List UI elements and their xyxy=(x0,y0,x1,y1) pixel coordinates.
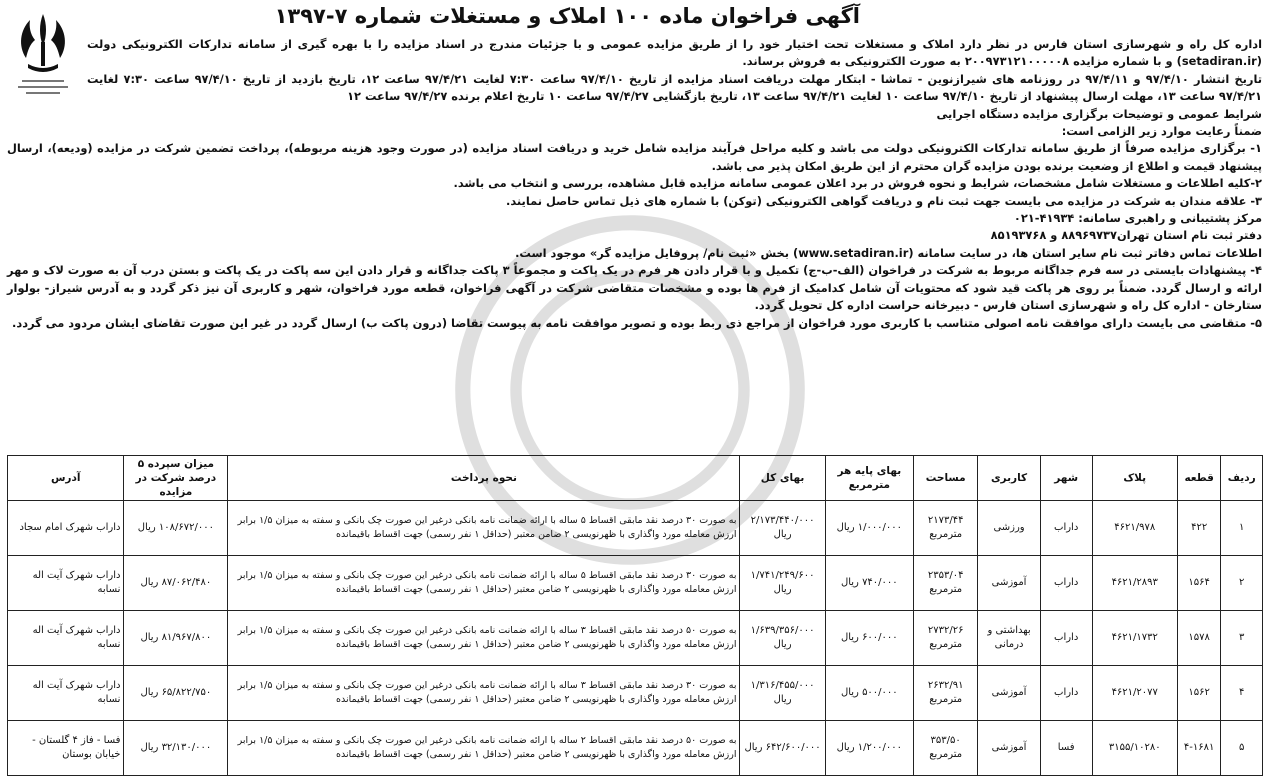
cell-row-number: ۳ xyxy=(1221,611,1263,666)
cell-area: ۳۵۳/۵۰ مترمربع xyxy=(913,721,977,776)
cell-total-price: ۲/۱۷۳/۴۴۰/۰۰۰ ریال xyxy=(740,501,825,556)
cell-city: داراب xyxy=(1040,611,1092,666)
notice-body xyxy=(7,36,1263,332)
cell-area: ۲۳۵۳/۰۴ مترمربع xyxy=(913,556,977,611)
table-header-row xyxy=(8,456,1263,501)
cell-usage: آموزشی xyxy=(978,666,1040,721)
general-conditions-heading: شرایط عمومی و توضیحات برگزاری مزایده دستگاه اجرایی xyxy=(936,106,1262,121)
registration-office: دفتر ثبت نام استان تهران۸۸۹۶۹۷۳۷ و ۸۵۱۹۳۷۶۸ xyxy=(990,228,1262,243)
header-base-price: بهای پایه هر مترمربع xyxy=(825,456,913,501)
table-row xyxy=(8,611,1263,666)
cell-plate: ۴۶۲۱/۲۰۷۷ xyxy=(1092,666,1177,721)
header-usage: کاربری xyxy=(978,456,1040,501)
cell-usage: آموزشی xyxy=(978,556,1040,611)
header-area: مساحت xyxy=(913,456,977,501)
condition-item-1: ۱- برگزاری مزایده صرفاً از طریق سامانه تدارکات الکترونیکی دولت می باشد و کلیه مراحل فرآیند مزایده شامل خرید و دریافت اسناد مزایده (در صورت وجود هزینه مربوطه)، پرداخت تضمین شرکت در مزایده (ودیعه)، ارسال پیشنهاد قیمت و اطلاع از وضعیت برنده بودن مزایده گران محترم از این طریق امکان پذیر می باشد. xyxy=(7,141,1262,173)
cell-usage: بهداشتی و درمانی xyxy=(978,611,1040,666)
header-city: شهر xyxy=(1040,456,1092,501)
cell-total-price: ۱/۳۱۶/۴۵۵/۰۰۰ ریال xyxy=(740,666,825,721)
cell-total-price: ۶۴۲/۶۰۰/۰۰۰ ریال xyxy=(740,721,825,776)
contact-info: اطلاعات تماس دفاتر ثبت نام سایر استان ها، در سایت سامانه (www.setadiran.ir) بخش «ثبت نام/ پروفایل مزایده گر» موجود است. xyxy=(515,245,1262,260)
header-deposit: میزان سپرده ۵ درصد شرکت در مزایده xyxy=(124,456,228,501)
cell-base-price: ۵۰۰/۰۰۰ ریال xyxy=(825,666,913,721)
condition-item-3: ۳- علاقه مندان به شرکت در مزایده می بایست جهت ثبت نام و دریافت گواهی الکترونیکی (توکن) با شماره های ذیل تماس حاصل نمایند. xyxy=(506,193,1262,208)
cell-plate: ۳۱۵۵/۱۰۲۸۰ xyxy=(1092,721,1177,776)
cell-payment-method: به صورت ۵۰ درصد نقد مابقی اقساط ۲ ساله با ارائه ضمانت نامه بانکی درغیر این صورت چک بانکی و سفته به میزان ۱/۵ برابر ارزش معامله مورد واگذاری با ظهرنویسی ۲ ضامن معتبر (حداقل ۱ نفر رسمی) جهت اقساط باقیمانده xyxy=(228,721,740,776)
support-center: مرکز پشتیبانی و راهبری سامانه: ۴۱۹۳۴-۰۲۱ xyxy=(1013,211,1262,226)
cell-city: فسا xyxy=(1040,721,1092,776)
cell-payment-method: به صورت ۳۰ درصد نقد مابقی اقساط ۵ ساله با ارائه ضمانت نامه بانکی درغیر این صورت چک بانکی و سفته به میزان ۱/۵ برابر ارزش معامله مورد واگذاری با ظهرنویسی ۲ ضامن معتبر (حداقل ۱ نفر رسمی) جهت اقساط باقیمانده xyxy=(228,556,740,611)
cell-plate: ۴۶۲۱/۱۷۳۲ xyxy=(1092,611,1177,666)
header-address: آدرس xyxy=(8,456,124,501)
dates-paragraph: تاریخ انتشار ۹۷/۴/۱۰ و ۹۷/۴/۱۱ در روزنامه های شیرازنوین - تماشا - ابتکار مهلت دریافت اسناد مزایده از تاریخ ۹۷/۴/۱۰ ساعت ۷:۳۰ لغایت ۹۷/۴/۲۱ ساعت ۱۲، تاریخ بازدید از تاریخ ۹۷/۴/۱۰ ساعت ۷:۳۰ لغایت ۹۷/۴/۲۱ ساعت ۱۳، مهلت ارسال پیشنهاد از تاریخ ۹۷/۴/۱۰ ساعت ۱۰ لغایت ۹۷/۴/۲۱ ساعت ۱۳، تاریخ بازگشایی ۹۷/۴/۲۷ ساعت ۱۰ تاریخ اعلام برنده ۹۷/۴/۲۷ ساعت ۱۲ xyxy=(87,71,1263,104)
cell-usage: آموزشی xyxy=(978,721,1040,776)
cell-address: داراب شهرک امام سجاد xyxy=(8,501,124,556)
cell-row-number: ۵ xyxy=(1221,721,1263,776)
notice-title: آگهی فراخوان ماده ۱۰۰ املاک و مستغلات شماره ۷-۱۳۹۷ xyxy=(274,4,860,28)
cell-deposit: ۳۲/۱۳۰/۰۰۰ ریال xyxy=(124,721,228,776)
cell-address: فسا - فاز ۴ گلستان - خیابان بوستان xyxy=(8,721,124,776)
cell-base-price: ۱/۰۰۰/۰۰۰ ریال xyxy=(825,501,913,556)
cell-deposit: ۱۰۸/۶۷۲/۰۰۰ ریال xyxy=(124,501,228,556)
cell-area: ۲۶۳۲/۹۱ مترمربع xyxy=(913,666,977,721)
cell-parcel: ۱۵۶۲ xyxy=(1177,666,1221,721)
cell-parcel: ۴-۱۶۸۱ xyxy=(1177,721,1221,776)
cell-base-price: ۷۴۰/۰۰۰ ریال xyxy=(825,556,913,611)
cell-usage: ورزشی xyxy=(978,501,1040,556)
header-parcel: قطعه xyxy=(1177,456,1221,501)
cell-area: ۲۱۷۳/۴۴ مترمربع xyxy=(913,501,977,556)
cell-area: ۲۷۳۲/۲۶ مترمربع xyxy=(913,611,977,666)
cell-address: داراب شهرک آیت اله نسابه xyxy=(8,556,124,611)
cell-payment-method: به صورت ۵۰ درصد نقد مابقی اقساط ۳ ساله با ارائه ضمانت نامه بانکی درغیر این صورت چک بانکی و سفته به میزان ۱/۵ برابر ارزش معامله مورد واگذاری با ظهرنویسی ۲ ضامن معتبر (حداقل ۱ نفر رسمی) جهت اقساط باقیمانده xyxy=(228,611,740,666)
header-payment-method: نحوه پرداخت xyxy=(228,456,740,501)
cell-deposit: ۸۷/۰۶۲/۴۸۰ ریال xyxy=(124,556,228,611)
cell-row-number: ۱ xyxy=(1221,501,1263,556)
table-row xyxy=(8,666,1263,721)
cell-payment-method: به صورت ۳۰ درصد نقد مابقی اقساط ۳ ساله با ارائه ضمانت نامه بانکی درغیر این صورت چک بانکی و سفته به میزان ۱/۵ برابر ارزش معامله مورد واگذاری با ظهرنویسی ۲ ضامن معتبر (حداقل ۱ نفر رسمی) جهت اقساط باقیمانده xyxy=(228,666,740,721)
cell-plate: ۴۶۲۱/۹۷۸ xyxy=(1092,501,1177,556)
header-total-price: بهای کل xyxy=(740,456,825,501)
cell-address: داراب شهرک آیت اله نسابه xyxy=(8,611,124,666)
cell-base-price: ۶۰۰/۰۰۰ ریال xyxy=(825,611,913,666)
cell-total-price: ۱/۷۴۱/۲۴۹/۶۰۰ ریال xyxy=(740,556,825,611)
table-row xyxy=(8,501,1263,556)
condition-item-5: ۵- متقاضی می بایست دارای موافقت نامه اصولی متناسب با کاربری مورد فراخوان از مراجع ذی ربط بوده و تصویر موافقت نامه به پیوست تقاضا (درون پاکت ب) ارسال گردد در غیر این صورت تقاضای ایشان مردود می گردد. xyxy=(12,315,1262,330)
cell-plate: ۴۶۲۱/۲۸۹۳ xyxy=(1092,556,1177,611)
header-row-number: ردیف xyxy=(1221,456,1263,501)
cell-parcel: ۱۵۶۴ xyxy=(1177,556,1221,611)
iran-emblem-icon xyxy=(8,6,78,101)
table-row xyxy=(8,556,1263,611)
condition-item-4: ۴- پیشنهادات بایستی در سه فرم جداگانه مربوط به شرکت در فراخوان (الف-ب-ج) تکمیل و با قرار دادن هر فرم در یک پاکت و مجموعاً ۳ پاکت جداگانه و قرار دادن این سه پاکت در یک پاکت و بستن درب آن به صورت لاک و مهر ارائه و ارسال گردد. ضمناً بر روی هر پاکت قید شود که محتویات آن شامل کدامیک از فرم ها بوده و مشخصات متقاضی شرکت در آگهی فراخوان، قطعه مورد فراخوان، شهر و کاربری آن نیز ذکر گردد و به آدرس شیراز- بولوار ستارخان - اداره کل راه و شهرسازی استان فارس - دبیرخانه حراست اداره کل تحویل گردد. xyxy=(7,263,1262,313)
condition-item-2: ۲-کلیه اطلاعات و مستغلات شامل مشخصات، شرایط و نحوه فروش در برد اعلان عمومی سامانه مزایده قابل مشاهده، بررسی و انتخاب می باشد. xyxy=(453,176,1262,191)
cell-parcel: ۴۲۲ xyxy=(1177,501,1221,556)
intro-paragraph: اداره کل راه و شهرسازی استان فارس در نظر دارد املاک و مستغلات تحت اختیار خود را از طریق مزایده عمومی و با جزئیات مندرج در اسناد مزایده را با بهره گیری از سامانه تدارکات الکترونیکی دولت (setadiran.ir) و با شماره مزایده ۲۰۰۹۷۳۱۲۱۰۰۰۰۰۸ به صورت الکترونیکی به فروش برساند. xyxy=(87,37,1262,69)
cell-deposit: ۸۱/۹۶۷/۸۰۰ ریال xyxy=(124,611,228,666)
cell-city: داراب xyxy=(1040,501,1092,556)
cell-address: داراب شهرک آیت اله نسابه xyxy=(8,666,124,721)
cell-row-number: ۲ xyxy=(1221,556,1263,611)
mandatory-note: ضمناً رعایت موارد زیر الزامی است: xyxy=(1061,124,1262,139)
cell-row-number: ۴ xyxy=(1221,666,1263,721)
cell-deposit: ۶۵/۸۲۲/۷۵۰ ریال xyxy=(124,666,228,721)
cell-city: داراب xyxy=(1040,556,1092,611)
properties-table xyxy=(7,455,1263,776)
cell-payment-method: به صورت ۳۰ درصد نقد مابقی اقساط ۵ ساله با ارائه ضمانت نامه بانکی درغیر این صورت چک بانکی و سفته به میزان ۱/۵ برابر ارزش معامله مورد واگذاری با ظهرنویسی ۲ ضامن معتبر (حداقل ۱ نفر رسمی) جهت اقساط باقیمانده xyxy=(228,501,740,556)
cell-total-price: ۱/۶۳۹/۳۵۶/۰۰۰ ریال xyxy=(740,611,825,666)
cell-base-price: ۱/۲۰۰/۰۰۰ ریال xyxy=(825,721,913,776)
cell-parcel: ۱۵۷۸ xyxy=(1177,611,1221,666)
table-row xyxy=(8,721,1263,776)
cell-city: داراب xyxy=(1040,666,1092,721)
header-plate: پلاک xyxy=(1092,456,1177,501)
